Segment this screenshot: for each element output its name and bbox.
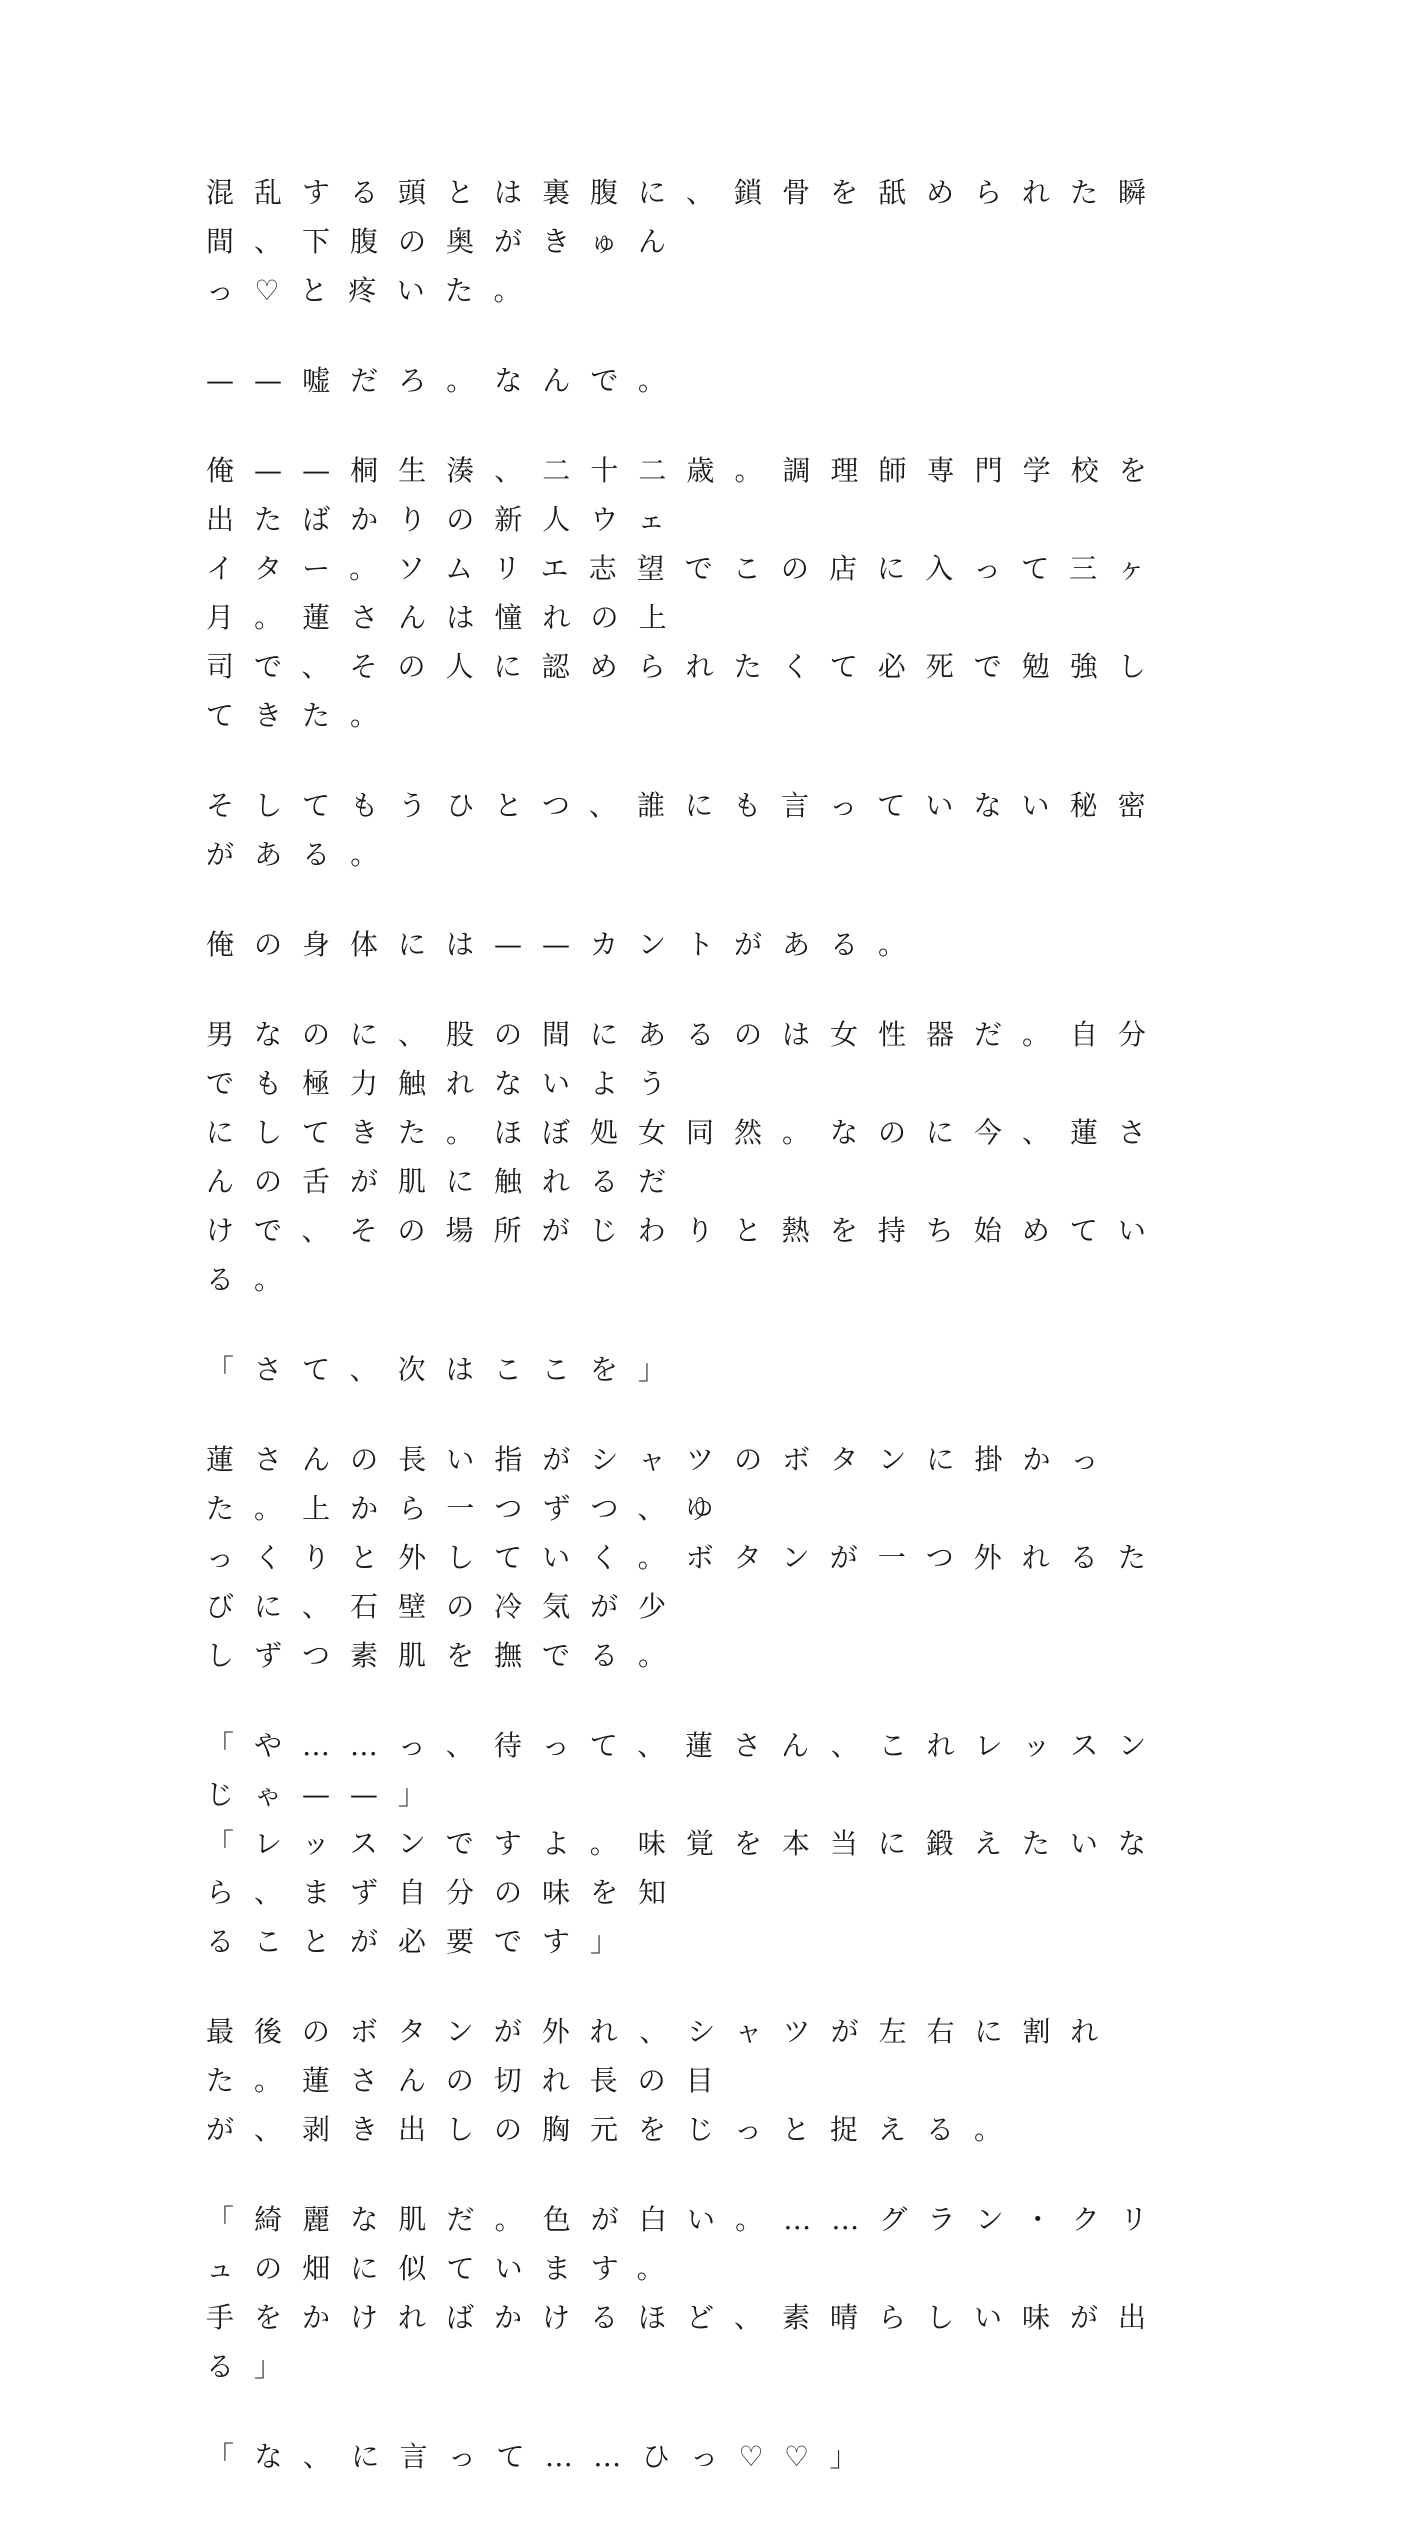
paragraph (206, 446, 1206, 740)
text-line: 「綺麗な肌だ。色が白い。……グラン・クリュの畑に似ています。 (206, 2203, 1169, 2285)
text-line: 俺の身体には——カントがある。 (206, 928, 927, 961)
text-line: 男なのに、股の間にあるのは女性器だ。自分でも極力触れないよう (206, 1018, 1167, 1100)
text-line: 最後のボタンが外れ、シャツが左右に割れた。蓮さんの切れ長の目 (206, 2015, 1119, 2097)
text-line: 「や……っ、待って、蓮さん、これレッスンじゃ——」 (206, 1729, 1167, 1811)
paragraph (206, 781, 1206, 879)
paragraph (206, 2007, 1206, 2154)
text-line: そしてもうひとつ、誰にも言っていない秘密がある。 (206, 789, 1166, 871)
paragraph (206, 2195, 1206, 2391)
text-line: にしてきた。ほぼ処女同然。なのに今、蓮さんの舌が肌に触れるだ (206, 1116, 1167, 1198)
paragraph (206, 356, 1206, 405)
text-line: 「さて、次はここを」 (206, 1353, 686, 1386)
text-line: 「な、に言って……ひっ♡♡」 (206, 2440, 878, 2473)
paragraph (206, 1435, 1206, 1680)
text-line: っくりと外していく。ボタンが一つ外れるたびに、石壁の冷気が少 (206, 1541, 1166, 1623)
paragraph (206, 1345, 1206, 1394)
text-line: 司で、その人に認められたくて必死で勉強してきた。 (206, 650, 1166, 732)
text-line: 手をかければかけるほど、素晴らしい味が出る」 (206, 2301, 1167, 2383)
paragraph (206, 2432, 1206, 2481)
text-line: っ♡と疼いた。 (206, 274, 542, 307)
text-line: が、剥き出しの胸元をじっと捉える。 (206, 2113, 1023, 2146)
text-line: 「レッスンですよ。味覚を本当に鍛えたいなら、まず自分の味を知 (206, 1827, 1166, 1909)
paragraph (206, 1721, 1206, 1966)
text-line: けで、その場所がじわりと熱を持ち始めている。 (206, 1214, 1166, 1296)
paragraph (206, 1010, 1206, 1304)
text-line: 混乱する頭とは裏腹に、鎖骨を舐められた瞬間、下腹の奥がきゅん (206, 176, 1167, 258)
text-line: イター。ソムリエ志望でこの店に入って三ヶ月。蓮さんは憧れの上 (206, 552, 1166, 634)
text-line: ることが必要です」 (206, 1925, 639, 1958)
paragraph (206, 168, 1206, 315)
paragraph (206, 920, 1206, 969)
document-page (206, 168, 1206, 2522)
text-line: ——嘘だろ。なんで。 (206, 364, 686, 397)
text-line: 蓮さんの長い指がシャツのボタンに掛かった。上から一つずつ、ゆ (206, 1443, 1119, 1525)
text-line: しずつ素肌を撫でる。 (206, 1639, 687, 1672)
text-line: 俺——桐生湊、二十二歳。調理師専門学校を出たばかりの新人ウェ (206, 454, 1167, 536)
